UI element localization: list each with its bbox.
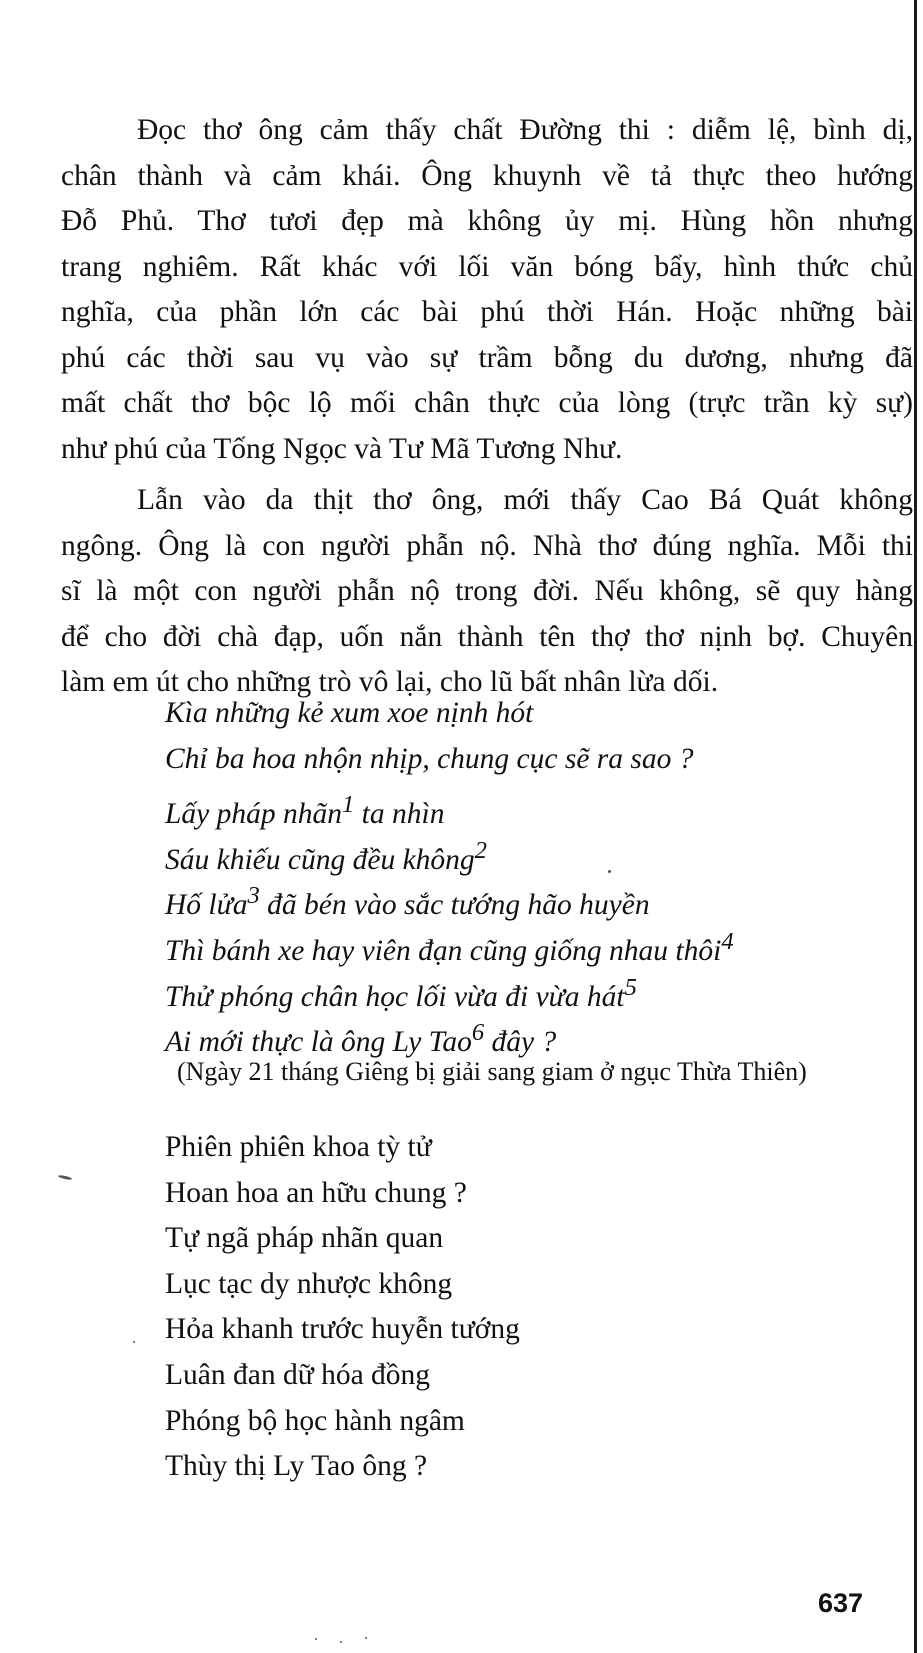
text-line: Đỗ Phủ. Thơ tươi đẹp mà không ủy mị. Hùng hồn nhưng: [61, 205, 913, 237]
text-line: chân thành và cảm khái. Ông khuynh về tả thực theo hướng: [61, 159, 913, 192]
paragraph-2: [61, 478, 913, 706]
page-number: 637: [817, 1588, 863, 1618]
poem-line: Thì bánh xe hay viên đạn cũng giống nhau thôi$^4$: [165, 927, 734, 967]
scan-speck: [365, 1637, 367, 1639]
footnote-ref: 2: [474, 836, 487, 864]
text-line: Lẫn vào da thịt thơ ông, mới thấy Cao Bá Quát không: [137, 484, 913, 516]
text-line: mất chất thơ bộc lộ mối chân thực của lòng (trực trần kỳ sự): [61, 387, 913, 419]
text-line: trang nghiêm. Rất khác với lối văn bóng bẩy, hình thức chủ: [61, 250, 913, 283]
poem-line: Sáu khiếu cũng đều không$^2$: [165, 836, 487, 876]
text-line: như phú của Tống Ngọc và Tư Mã Tương Như.: [61, 432, 623, 465]
paragraph-1: [61, 108, 913, 472]
text-line: Đọc thơ ông cảm thấy chất Đường thi : diễm lệ, bình dị,: [137, 114, 913, 146]
text-line: phú các thời sau vụ vào sự trầm bỗng du dương, nhưng đã: [61, 341, 913, 374]
page-edge-line: [914, 0, 917, 1653]
poem-line: Chỉ ba hoa nhộn nhịp, chung cục sẽ ra sao ?: [165, 742, 694, 775]
text-line: ngông. Ông là con người phẫn nộ. Nhà thơ đúng nghĩa. Mỗi thi: [61, 529, 913, 562]
scan-speck: [608, 870, 611, 873]
poem-line: Luân đan dữ hóa đồng: [165, 1358, 431, 1391]
footnote-ref: 5: [624, 973, 637, 1001]
scan-speck: [340, 1641, 342, 1643]
scan-speck: [58, 1175, 72, 1181]
poem-line: Thử phóng chân học lối vừa đi vừa hát$^5$: [165, 973, 637, 1013]
scan-speck: [315, 1638, 317, 1640]
footnote-ref: 3: [247, 882, 260, 910]
poem-line: Hoan hoa an hữu chung ?: [165, 1176, 467, 1209]
text-line: nghĩa, của phần lớn các bài phú thời Hán. Hoặc những bài: [61, 296, 913, 328]
poem-line: Ai mới thực là ông Ly Tao$^6$ đây ?: [165, 1019, 557, 1058]
text-line: sĩ là một con người phẫn nộ trong đời. Nếu không, sẽ quy hàng: [61, 575, 913, 607]
footnote-ref: 1: [342, 791, 355, 819]
poem-line: Hố lửa$^3$ đã bén vào sắc tướng hão huyền: [165, 882, 650, 922]
poem-line: Lục tạc dy nhược không: [165, 1267, 453, 1300]
text-line: làm em út cho những trò vô lại, cho lũ bất nhân lừa dối.: [61, 666, 719, 698]
text-line: để cho đời chà đạp, uốn nắn thành tên thợ thơ nịnh bợ. Chuyên: [61, 620, 913, 653]
scan-speck: [133, 1341, 135, 1343]
poem-line: Lấy pháp nhãn$^1$ ta nhìn: [165, 791, 445, 831]
poem-line: Tự ngã pháp nhãn quan: [165, 1222, 444, 1255]
footnote-ref: 4: [721, 927, 734, 955]
poem-line: Phóng bộ học hành ngâm: [165, 1404, 465, 1437]
poem-line: Thùy thị Ly Tao ông ?: [165, 1450, 428, 1483]
poem-han-viet-original: [165, 1125, 520, 1490]
poem-vietnamese-translation: [165, 691, 734, 1056]
poem-line: Phiên phiên khoa tỳ tử: [165, 1131, 432, 1163]
poem-date-note: (Ngày 21 tháng Giêng bị giải sang giam ở ngục Thừa Thiên): [177, 1057, 807, 1086]
poem-line: Kìa những kẻ xum xoe nịnh hót: [165, 697, 534, 729]
footnote-ref: 6: [471, 1019, 485, 1047]
poem-line: Hỏa khanh trước huyễn tướng: [165, 1313, 520, 1346]
